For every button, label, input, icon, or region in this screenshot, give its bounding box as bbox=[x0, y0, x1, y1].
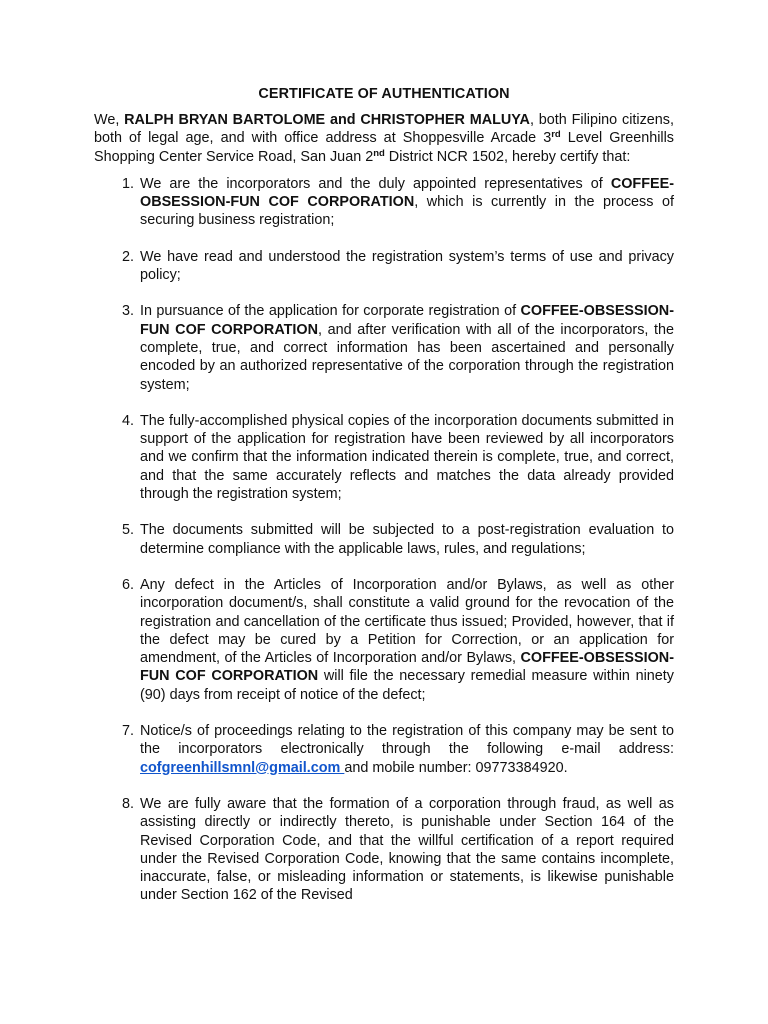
item-text: Notice/s of proceedings relating to the registration of this company may be sent to the incorporators electronically through the following e-mail address: bbox=[140, 723, 674, 758]
superscript-nd: nd bbox=[373, 147, 385, 159]
intro-text-1: , both Filipino citizens, both of legal age, and with office address at Shoppesville Arcade 3 bbox=[94, 112, 674, 147]
list-item bbox=[138, 175, 674, 230]
item-text: We have read and understood the registration system’s terms of use and privacy policy; bbox=[140, 248, 674, 284]
item-text: , which is currently in the process of securing business registration; bbox=[140, 194, 674, 229]
intro-text-3: District NCR 1502, hereby certify that: bbox=[384, 148, 631, 165]
item-text: We are fully aware that the formation of a corporation through fraud, as well as assisting directly or indirectly thereto, is punishable under Section 164 of the Revised Corporation Code, and that the willful certification of a report required under the Revised Corporation Code, knowing that the same contains incomplete, inaccurate, false, or misleading information or statements, is likewise punishable under Section 162 of the Revised bbox=[140, 795, 674, 904]
incorporator-names: RALPH BRYAN BARTOLOME and CHRISTOPHER MALUYA bbox=[124, 112, 530, 128]
item-text: The fully-accomplished physical copies of the incorporation documents submitted in support of the application for registration have been reviewed by all incorporators and we confirm that the information indicated therein is complete, true, and correct, and that the same accurately reflects and matches the data already provided through the registration system; bbox=[140, 412, 674, 503]
certification-list bbox=[94, 175, 674, 905]
item-text: will file the necessary remedial measure within ninety (90) days from receipt of notice of the defect; bbox=[140, 668, 675, 703]
item-text: , and after verification with all of the incorporators, the complete, true, and correct information has been ascertained and personally encoded by an authorized representative of the corporation through the registration system; bbox=[140, 321, 674, 393]
corporation-name: COFFEE-OBSESSION-FUN COF CORPORATION bbox=[140, 175, 674, 211]
intro-pre: We, bbox=[94, 112, 125, 128]
list-item bbox=[138, 795, 674, 905]
list-item bbox=[138, 412, 674, 503]
intro-text-2: Level Greenhills Shopping Center Service Road, San Juan 2 bbox=[94, 130, 675, 165]
list-item bbox=[138, 521, 674, 558]
item-text: The documents submitted will be subjected to a post-registration evaluation to determine compliance with the applicable laws, rules, and regulations; bbox=[140, 522, 674, 557]
email-link[interactable]: cofgreenhillsmnl@gmail.com bbox=[140, 759, 345, 776]
item-text: Any defect in the Articles of Incorporation and/or Bylaws, as well as other incorporation document/s, shall constitute a valid ground for the revocation of the registration and cancellation of the certificate thus issued; Provided, however, that if the defect may be cured by a Petition for Correction, or an application for amendment, of the Articles of Incorporation and/or Bylaws, bbox=[140, 576, 674, 667]
intro-paragraph bbox=[94, 111, 674, 166]
corporation-name: COFFEE-OBSESSION-FUN COF CORPORATION bbox=[140, 303, 674, 338]
item-text: In pursuance of the application for corporate registration of bbox=[140, 303, 521, 320]
item-text: and mobile number: 09773384920. bbox=[344, 759, 568, 776]
corporation-name: COFFEE-OBSESSION-FUN COF CORPORATION bbox=[140, 650, 674, 685]
item-text: We are the incorporators and the duly appointed representatives of bbox=[140, 175, 611, 192]
superscript-rd: rd bbox=[551, 129, 561, 141]
list-item bbox=[138, 576, 674, 704]
list-item bbox=[138, 722, 674, 777]
list-item bbox=[138, 248, 674, 285]
list-item bbox=[138, 302, 674, 393]
document-title: CERTIFICATE OF AUTHENTICATION bbox=[258, 86, 510, 102]
